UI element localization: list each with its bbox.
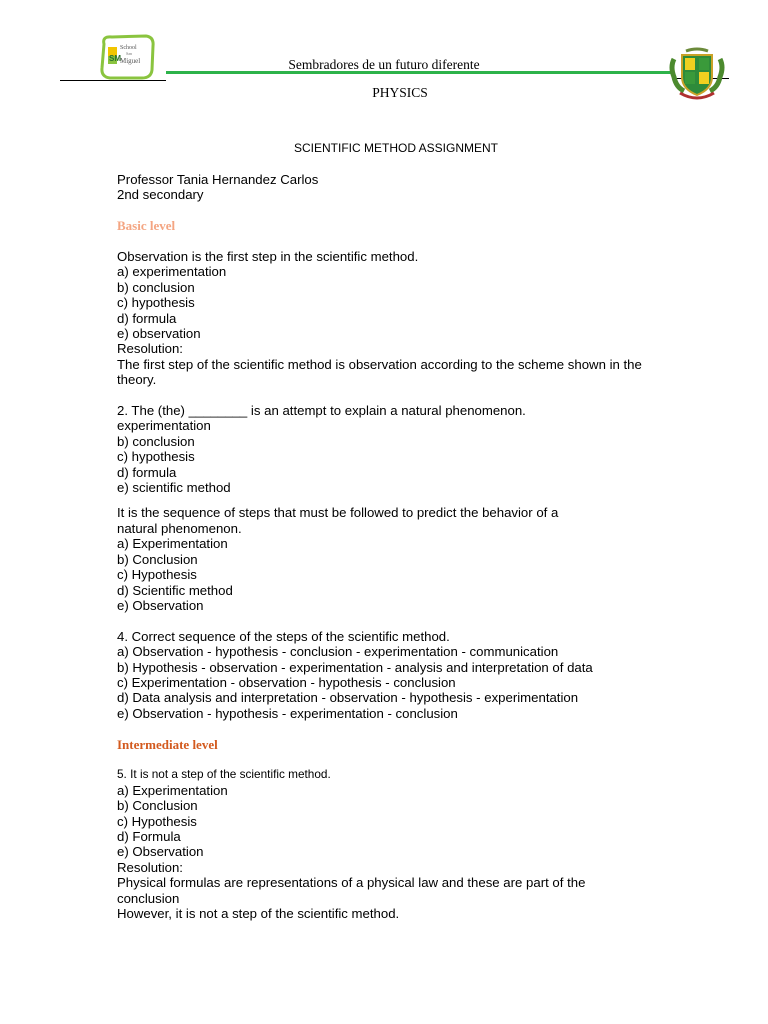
option: e) scientific method (117, 480, 231, 496)
logo-text-school: School (120, 45, 137, 51)
question-text: 5. It is not a step of the scientific method. (117, 767, 331, 782)
option: b) Conclusion (117, 798, 198, 814)
grade-label: 2nd secondary (117, 187, 204, 203)
option: a) Experimentation (117, 782, 228, 798)
option: c) Hypothesis (117, 813, 197, 829)
logo-text-miguel: Miguel (120, 57, 141, 65)
resolution-label: Resolution: (117, 859, 183, 875)
option: c) hypothesis (117, 295, 195, 311)
option: d) Formula (117, 828, 181, 844)
option: a) experimentation (117, 264, 227, 280)
basic-level-heading: Basic level (117, 218, 176, 234)
logo-monogram: SM (109, 54, 121, 63)
option: a) Experimentation (117, 536, 228, 552)
option: e) observation (117, 326, 201, 342)
subject-heading: PHYSICS (372, 85, 428, 100)
question-text: 2. The (the) ________ is an attempt to explain a natural phenomenon. (117, 403, 526, 419)
logo-text-san: San (126, 51, 132, 56)
question-text: 4. Correct sequence of the steps of the scientific method. (117, 628, 450, 644)
option: b) Conclusion (117, 551, 198, 567)
option: a) Observation - hypothesis - conclusion - experimentation - communication (117, 644, 559, 660)
option: c) hypothesis (117, 449, 195, 465)
school-motto: Sembradores de un futuro diferente (288, 57, 480, 72)
document-body (117, 172, 647, 921)
option: c) Experimentation - observation - hypothesis - conclusion (117, 674, 456, 690)
option: d) formula (117, 464, 177, 480)
header-rule-left (60, 80, 166, 81)
resolution-text: Physical formulas are representations of a physical law and these are part of the conclusion (117, 875, 586, 906)
intermediate-level-heading: Intermediate level (117, 736, 218, 752)
option: b) conclusion (117, 433, 195, 449)
option: e) Observation - hypothesis - experimentation - conclusion (117, 705, 458, 721)
resolution-text: However, it is not a step of the scientific method. (117, 906, 400, 921)
school-logo (98, 34, 156, 80)
resolution-text: The first step of the scientific method is observation according to the scheme shown in the theory. (117, 356, 642, 388)
option: b) conclusion (117, 279, 195, 295)
professor-name: Professor Tania Hernandez Carlos (117, 172, 319, 187)
question-text: Observation is the first step in the scientific method. (117, 249, 419, 264)
resolution-label: Resolution: (117, 341, 183, 357)
option: e) Observation (117, 597, 204, 613)
document-title: SCIENTIFIC METHOD ASSIGNMENT (293, 141, 498, 155)
option: b) Hypothesis - observation - experimentation - analysis and interpretation of data (117, 659, 593, 675)
option: d) Data analysis and interpretation - observation - hypothesis - experimentation (117, 690, 579, 706)
option: c) Hypothesis (117, 567, 197, 583)
option: experimentation (117, 418, 211, 434)
crest-icon (666, 47, 728, 103)
option: d) formula (117, 310, 177, 326)
option: d) Scientific method (117, 582, 233, 598)
option: e) Observation (117, 844, 204, 860)
question-text: It is the sequence of steps that must be followed to predict the behavior of a natural phenomenon. (117, 505, 559, 536)
